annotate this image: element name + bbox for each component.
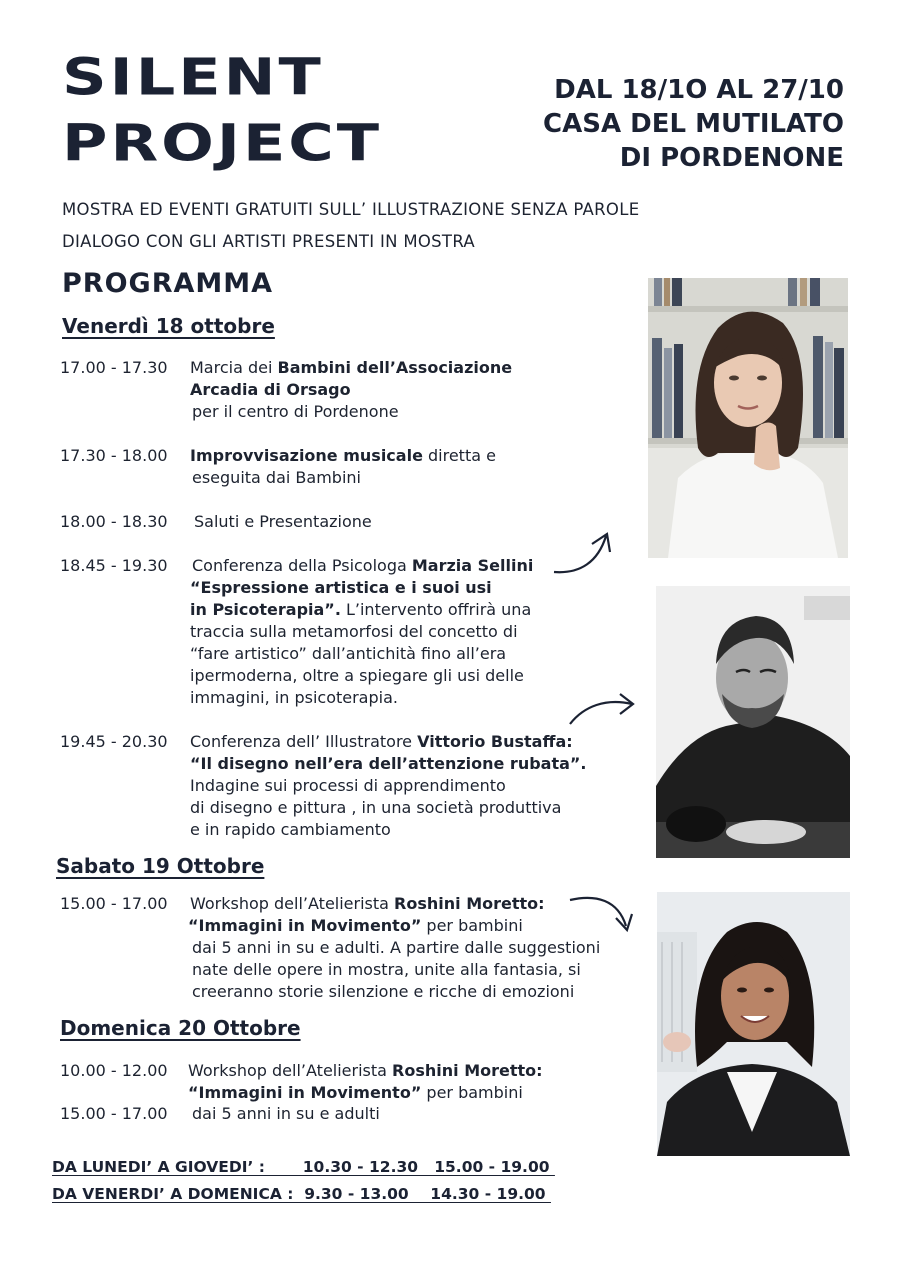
- venue-line-1: CASA DEL MUTILATO: [543, 109, 844, 139]
- event-text: “Il disegno nell’era dell’attenzione rubata”.: [190, 754, 587, 773]
- event-time: 17.00 - 17.30: [60, 358, 168, 377]
- event-text: traccia sulla metamorfosi del concetto di: [190, 622, 518, 641]
- programma-heading: PROGRAMMA: [62, 268, 274, 299]
- event-text: Saluti e Presentazione: [194, 512, 372, 531]
- event-time: 10.00 - 12.00: [60, 1061, 168, 1080]
- day-heading-friday: Venerdì 18 ottobre: [62, 314, 275, 338]
- event-text: Arcadia di Orsago: [190, 380, 351, 399]
- event-time: 17.30 - 18.00: [60, 446, 168, 465]
- event-text: Workshop dell’Atelierista Roshini Moretto:: [188, 1061, 543, 1080]
- event-text: dai 5 anni in su e adulti. A partire dalle suggestioni: [192, 938, 601, 957]
- opening-hours-weekdays: DA LUNEDI’ A GIOVEDI’ : 10.30 - 12.30 15.00 - 19.00: [52, 1158, 555, 1176]
- venue-line-2: DI PORDENONE: [619, 143, 844, 173]
- event-text: Improvvisazione musicale diretta e: [190, 446, 496, 465]
- subtitle-line-2: DIALOGO CON GLI ARTISTI PRESENTI IN MOSTRA: [62, 232, 475, 251]
- day-heading-saturday: Sabato 19 Ottobre: [56, 854, 265, 878]
- event-text: Conferenza della Psicologa Marzia Sellini: [192, 556, 534, 575]
- day-heading-sunday: Domenica 20 Ottobre: [60, 1016, 301, 1040]
- event-text: dai 5 anni in su e adulti: [192, 1104, 380, 1123]
- event-text: Conferenza dell’ Illustratore Vittorio Bustaffa:: [190, 732, 573, 751]
- event-text: nate delle opere in mostra, unite alla fantasia, si: [192, 960, 581, 979]
- event-text: Marcia dei Bambini dell’Associazione: [190, 358, 513, 377]
- event-text: per il centro di Pordenone: [192, 402, 399, 421]
- event-text: creeranno storie silenzione e ricche di emozioni: [192, 982, 575, 1001]
- event-time: 19.45 - 20.30: [60, 732, 168, 751]
- event-text: Indagine sui processi di apprendimento: [190, 776, 506, 795]
- event-text: eseguita dai Bambini: [192, 468, 361, 487]
- event-text: in Psicoterapia”. L’intervento offrirà una: [190, 600, 532, 619]
- arrow-icon: [550, 528, 620, 578]
- event-time: 15.00 - 17.00: [60, 894, 168, 913]
- photo-marzia-sellini: [648, 278, 848, 558]
- event-text: “Immagini in Movimento” per bambini: [188, 916, 523, 935]
- event-text: Workshop dell’Atelierista Roshini Moretto:: [190, 894, 545, 913]
- subtitle-line-1: MOSTRA ED EVENTI GRATUITI SULL’ ILLUSTRAZIONE SENZA PAROLE: [62, 200, 640, 219]
- event-text: immagini, in psicoterapia.: [190, 688, 398, 707]
- opening-hours-weekend: DA VENERDI’ A DOMENICA : 9.30 - 13.00 14.30 - 19.00: [52, 1185, 551, 1203]
- event-text: “Immagini in Movimento” per bambini: [188, 1083, 523, 1102]
- arrow-icon: [566, 688, 638, 728]
- event-text: e in rapido cambiamento: [190, 820, 391, 839]
- event-text: di disegno e pittura , in una società produttiva: [190, 798, 562, 817]
- photo-roshini-moretto: [657, 892, 850, 1156]
- arrow-icon: [566, 892, 636, 936]
- title-line-1: SILENT: [62, 47, 324, 107]
- event-time: 15.00 - 17.00: [60, 1104, 168, 1123]
- photo-vittorio-bustaffa: [656, 586, 850, 858]
- event-text: “fare artistico” dall’antichità fino all’era: [190, 644, 507, 663]
- event-text: ipermoderna, oltre a spiegare gli usi delle: [190, 666, 524, 685]
- dates: DAL 18/1O AL 27/10: [554, 75, 844, 105]
- title-line-2: PROJECT: [62, 113, 383, 173]
- event-time: 18.00 - 18.30: [60, 512, 168, 531]
- event-time: 18.45 - 19.30: [60, 556, 168, 575]
- event-text: “Espressione artistica e i suoi usi: [190, 578, 492, 597]
